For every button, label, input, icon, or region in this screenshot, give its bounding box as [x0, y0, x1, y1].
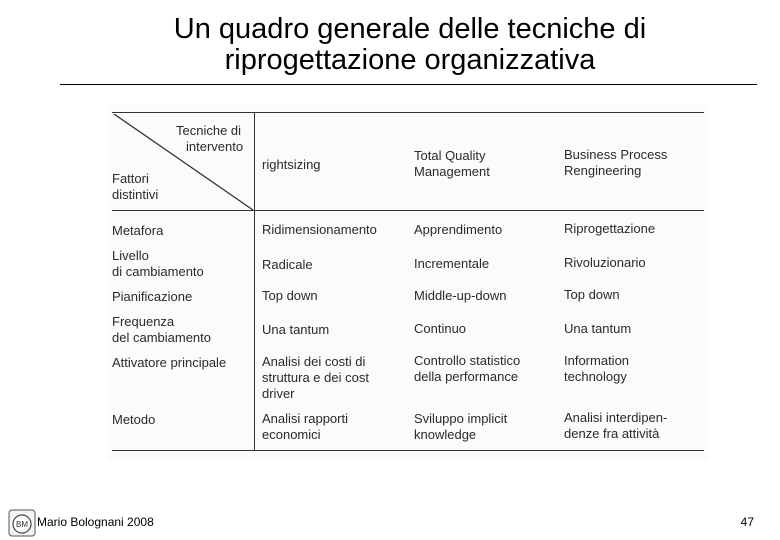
cell-line: della performance	[414, 369, 519, 384]
cell-line: Middle-up-down	[414, 288, 507, 303]
footer-author: Mario Bolognani 2008	[37, 515, 154, 529]
row-label-line: Attivatore principale	[112, 355, 227, 370]
table-cell	[414, 256, 489, 272]
column-header-line: Total Quality	[414, 148, 486, 163]
table-cell	[262, 288, 318, 304]
row-label-metafora	[112, 223, 163, 239]
cell-line: Radicale	[262, 257, 313, 272]
column-header-tqm	[414, 148, 490, 180]
column-header-line: rightsizing	[262, 157, 321, 172]
corner-top-line-1: Tecniche di	[176, 123, 242, 138]
table-cell	[262, 322, 329, 338]
corner-header-techniques	[176, 123, 243, 155]
corner-header-factors	[112, 171, 158, 203]
cell-line: struttura e dei cost	[262, 370, 369, 385]
cell-line: denze fra attività	[564, 426, 660, 441]
slide-title-line-2: riprogettazione organizzativa	[224, 44, 596, 76]
column-header-rightsizing	[262, 157, 321, 173]
row-label-line: Livello	[112, 248, 149, 263]
table-cell	[564, 255, 646, 271]
cell-line: Apprendimento	[414, 222, 503, 237]
row-label-line: Metodo	[112, 412, 156, 427]
slide-title-line-1: Un quadro generale delle tecniche di	[173, 13, 647, 45]
cell-line: Incrementale	[414, 256, 490, 271]
cell-line: Controllo statistico	[414, 353, 521, 368]
table-cell	[414, 222, 502, 238]
row-label-metodo	[112, 412, 155, 428]
row-label-line: Metafora	[112, 223, 164, 238]
table-cell	[564, 410, 667, 442]
table-cell	[414, 353, 520, 385]
row-label-attivatore	[112, 355, 226, 371]
column-header-line: Management	[414, 164, 490, 179]
table-cell	[564, 353, 629, 385]
cell-line: Riprogettazione	[564, 221, 656, 236]
author-logo-icon	[8, 509, 36, 537]
column-header-bpr	[564, 147, 667, 179]
cell-line: Continuo	[414, 321, 467, 336]
cell-line: knowledge	[414, 427, 477, 442]
table-cell	[564, 321, 631, 337]
column-header-line: Business Process	[564, 147, 668, 162]
cell-line: technology	[564, 369, 627, 384]
row-label-line: Frequenza	[112, 314, 175, 329]
table-cell	[414, 411, 507, 443]
cell-line: Rivoluzionario	[564, 255, 646, 270]
row-label-pianificazione	[112, 289, 192, 305]
table-cell	[262, 222, 377, 238]
cell-line: Information	[564, 353, 630, 368]
cell-line: driver	[262, 386, 295, 401]
table-cell	[262, 257, 313, 273]
logo-text: BM	[16, 520, 28, 529]
cell-line: Una tantum	[262, 322, 330, 337]
corner-bottom-line-1: Fattori	[112, 171, 149, 186]
table-cell	[564, 287, 620, 303]
cell-line: Analisi rapporti	[262, 411, 348, 426]
table-cell	[414, 321, 466, 337]
cell-line: Ridimensionamento	[262, 222, 377, 237]
cell-line: economici	[262, 427, 321, 442]
cell-line: Analisi interdipen-	[564, 410, 668, 425]
row-label-frequenza	[112, 314, 211, 346]
cell-line: Top down	[564, 287, 620, 302]
corner-top-line-2: intervento	[186, 139, 244, 154]
cell-line: Sviluppo implicit	[414, 411, 508, 426]
row-label-livello	[112, 248, 204, 280]
cell-line: Analisi dei costi di	[262, 354, 366, 369]
table-cell	[564, 221, 655, 237]
row-label-line: del cambiamento	[112, 330, 211, 345]
cell-line: Top down	[262, 288, 318, 303]
table-cell	[262, 411, 348, 443]
corner-bottom-line-2: distintivi	[112, 187, 159, 202]
row-label-line: Pianificazione	[112, 289, 193, 304]
column-header-line: Rengineering	[564, 163, 642, 178]
cell-line: Una tantum	[564, 321, 632, 336]
table-cell	[262, 354, 369, 402]
table-cell	[414, 288, 507, 304]
row-label-line: di cambiamento	[112, 264, 204, 279]
page-number: 47	[740, 515, 754, 529]
